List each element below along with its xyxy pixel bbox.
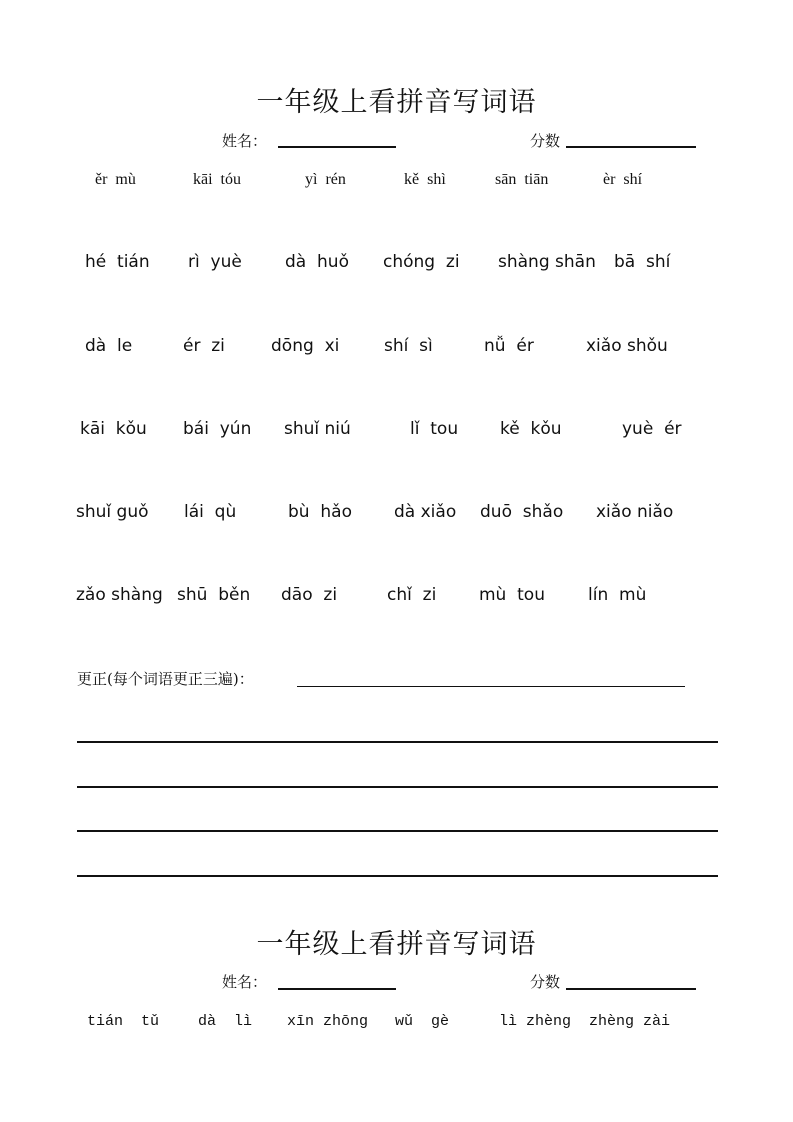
worksheet-title: 一年级上看拼音写词语 [256, 87, 537, 118]
pinyin-word: zǎo shàng [76, 585, 163, 605]
worksheet-title-2: 一年级上看拼音写词语 [256, 929, 537, 960]
pinyin-word: bā shí [614, 252, 671, 272]
pinyin-word: dà lì [198, 1013, 253, 1030]
name-label: 姓名： [222, 132, 268, 150]
pinyin-word: kāi kǒu [80, 419, 147, 439]
writing-line[interactable] [77, 875, 718, 877]
name-label-2: 姓名： [222, 973, 268, 991]
pinyin-word: chǐ zi [387, 585, 437, 605]
pinyin-word: bù hǎo [288, 502, 352, 522]
pinyin-word: kāi tóu [193, 171, 241, 188]
pinyin-word: yuè ér [622, 419, 682, 439]
pinyin-row [0, 502, 793, 526]
name-field-2[interactable] [278, 988, 396, 990]
pinyin-word: shū běn [177, 585, 251, 605]
pinyin-word: lì zhèng [499, 1013, 572, 1030]
pinyin-word: wǔ gè [395, 1013, 450, 1030]
pinyin-row [0, 585, 793, 609]
pinyin-word: mù tou [479, 585, 545, 605]
score-label: 分数 [530, 132, 561, 150]
writing-line[interactable] [77, 741, 718, 743]
pinyin-row [0, 336, 793, 360]
pinyin-word: duō shǎo [480, 502, 564, 522]
pinyin-word: shuǐ niú [284, 419, 351, 439]
pinyin-word: yì rén [305, 171, 346, 188]
pinyin-word: xiǎo shǒu [586, 336, 668, 356]
pinyin-word: shuǐ guǒ [76, 502, 149, 522]
pinyin-word: xiǎo niǎo [596, 502, 674, 522]
score-field-2[interactable] [566, 988, 696, 990]
pinyin-word: zhèng zài [589, 1013, 671, 1030]
pinyin-row [0, 252, 793, 276]
pinyin-word: xīn zhōng [287, 1013, 369, 1030]
pinyin-word: hé tián [85, 252, 150, 272]
pinyin-word: dà le [85, 336, 133, 356]
pinyin-word: shí sì [384, 336, 433, 356]
pinyin-word: tián tǔ [87, 1013, 160, 1030]
pinyin-word: rì yuè [188, 252, 242, 272]
pinyin-word: dōng xi [271, 336, 340, 356]
pinyin-word: sān tiān [495, 171, 549, 188]
correction-label: 更正(每个词语更正三遍)： [77, 670, 254, 688]
pinyin-word: nǚ ér [484, 336, 534, 356]
pinyin-word: ěr mù [95, 171, 136, 188]
pinyin-row [0, 171, 793, 195]
pinyin-word: lín mù [588, 585, 647, 605]
pinyin-word: bái yún [183, 419, 252, 439]
pinyin-word: kě kǒu [500, 419, 562, 439]
writing-line[interactable] [77, 830, 718, 832]
pinyin-word: dà xiǎo [394, 502, 457, 522]
pinyin-word: ér zi [183, 336, 225, 356]
pinyin-word: dà huǒ [285, 252, 349, 272]
correction-line[interactable] [297, 686, 685, 687]
pinyin-word: kě shì [404, 171, 446, 188]
pinyin-word: lǐ tou [410, 419, 459, 439]
writing-line[interactable] [77, 786, 718, 788]
name-field[interactable] [278, 146, 396, 148]
score-label-2: 分数 [530, 973, 561, 991]
pinyin-row [0, 419, 793, 443]
pinyin-word: chóng zi [383, 252, 460, 272]
pinyin-word: èr shí [603, 171, 643, 188]
score-field[interactable] [566, 146, 696, 148]
pinyin-word: dāo zi [281, 585, 338, 605]
pinyin-word: lái qù [184, 502, 237, 522]
pinyin-word: shàng shān [498, 252, 596, 272]
pinyin-row [0, 1013, 793, 1037]
